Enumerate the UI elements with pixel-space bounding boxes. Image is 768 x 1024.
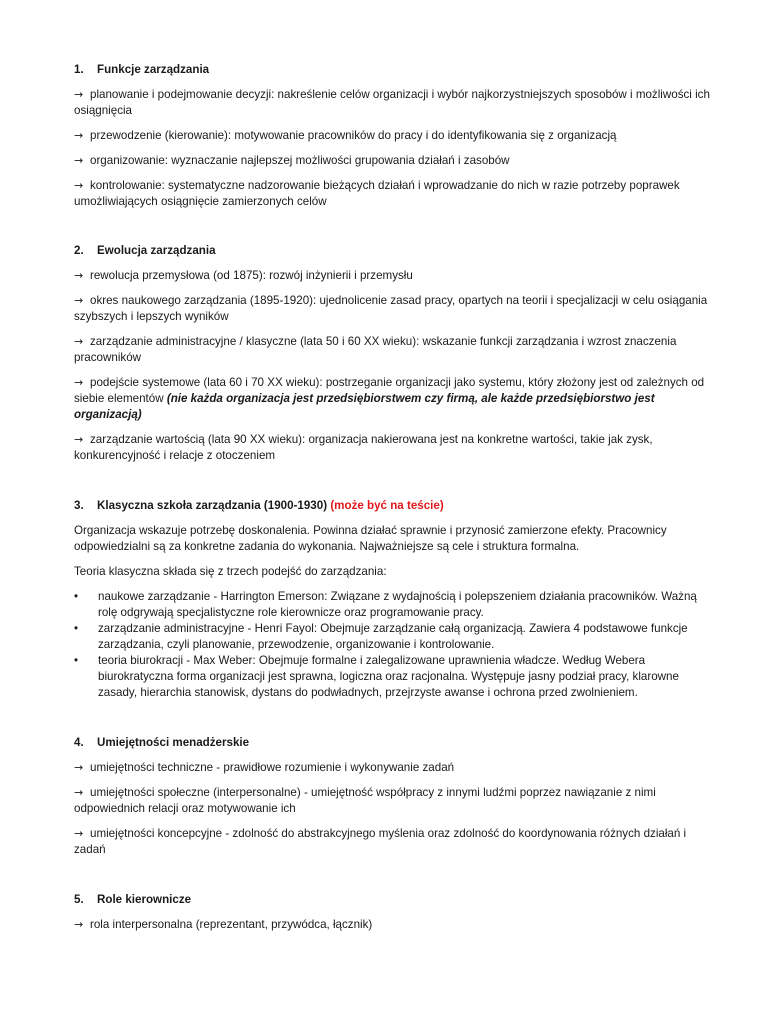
- bullet-icon: •: [74, 622, 79, 635]
- section-title: Funkcje zarządzania: [97, 63, 210, 76]
- arrow-icon: →: [74, 269, 84, 282]
- list-item: → kontrolowanie: systematyczne nadzorowanie bieżących działań i wprowadzanie do nich w razie potrzeby poprawek umożliwiających osiągnięcie zamierzonych celów: [74, 179, 680, 208]
- section-heading-5: [74, 892, 714, 908]
- section-heading-1: [74, 62, 714, 78]
- arrow-icon: →: [74, 179, 84, 192]
- list-item: → umiejętności koncepcyjne - zdolność do abstrakcyjnego myślenia oraz zdolność do koordynowania różnych działań i zadań: [74, 827, 687, 856]
- list-item: → podejście systemowe (lata 60 i 70 XX wieku): postrzeganie organizacji jako systemu, który złożony jest od zależnych od siebie elementów (nie każda organizacja jest przedsiębiorstwem czy firmą, ale każde przedsiębiorstwo jest organizacją): [74, 376, 705, 421]
- arrow-icon: →: [74, 129, 84, 142]
- section-title: Ewolucja zarządzania: [97, 244, 216, 257]
- section-number: 1.: [74, 63, 84, 76]
- list-item: → zarządzanie wartością (lata 90 XX wieku): organizacja nakierowana jest na konkretne wartości, takie jak zysk, konkurencyjność i relacje z otoczeniem: [74, 433, 653, 462]
- bullet-icon: •: [74, 590, 79, 603]
- list-item: → zarządzanie administracyjne / klasyczne (lata 50 i 60 XX wieku): wskazanie funkcji zarządzania i wzrost znaczenia pracowników: [74, 335, 677, 364]
- emphasis-note: (nie każda organizacja jest przedsiębiorstwem czy firmą, ale każde przedsiębiorstwo jest organizacją): [74, 392, 655, 421]
- section-title: Role kierownicze: [97, 893, 192, 906]
- section-heading-3: [74, 498, 714, 514]
- bullet-item: • teoria biurokracji - Max Weber: Obejmuje formalne i zalegalizowane uprawnienia władcze. Według Webera biurokratyczna forma organizacji jest sprawna, logiczna oraz racjonalna. Występuje jasny podział pracy, klarowne zasady, hierarchia stanowisk, dystans do podwładnych, przejrzyste awanse i ochrona przed zwolnieniem.: [74, 654, 679, 699]
- section-number: 3.: [74, 499, 84, 512]
- bullet-list: [74, 589, 714, 701]
- arrow-icon: →: [74, 376, 84, 389]
- list-item: → umiejętności techniczne - prawidłowe rozumienie i wykonywanie zadań: [74, 761, 455, 774]
- arrow-icon: →: [74, 88, 84, 101]
- list-item: → rola interpersonalna (reprezentant, przywódca, łącznik): [74, 918, 373, 931]
- section-title: Klasyczna szkoła zarządzania (1900-1930): [97, 499, 328, 512]
- section-heading-4: [74, 735, 714, 751]
- arrow-icon: →: [74, 918, 84, 931]
- arrow-icon: →: [74, 294, 84, 307]
- arrow-icon: →: [74, 433, 84, 446]
- bullet-icon: •: [74, 654, 79, 667]
- list-item: → przewodzenie (kierowanie): motywowanie pracowników do pracy i do identyfikowania się z organizacją: [74, 129, 617, 142]
- list-item: → okres naukowego zarządzania (1895-1920): ujednolicenie zasad pracy, opartych na teorii i specjalizacji w celu osiągania szybszych i lepszych wyników: [74, 294, 708, 323]
- section-number: 4.: [74, 736, 84, 749]
- exam-note: (może być na teście): [330, 499, 444, 512]
- arrow-icon: →: [74, 335, 84, 348]
- bullet-item: • zarządzanie administracyjne - Henri Fayol: Obejmuje zarządzanie całą organizacją. Zawiera 4 podstawowe funkcje zarządzania, czyli planowanie, przewodzenie, organizowanie i kontrolowanie.: [74, 622, 688, 651]
- bullet-item: • naukowe zarządzanie - Harrington Emerson: Związane z wydajnością i polepszeniem działania pracowników. Ważną rolę odgrywają specjalistyczne role kierownicze oraz programowanie pracy.: [74, 590, 697, 619]
- section-heading-2: [74, 243, 714, 259]
- paragraph: Organizacja wskazuje potrzebę doskonalenia. Powinna działać sprawnie i przynosić zamierzone efekty. Pracownicy odpowiedzialni są za konkretne zadania do wykonania. Najważniejsze są cele i struktura formalna.: [74, 524, 667, 553]
- list-item: → planowanie i podejmowanie decyzji: nakreślenie celów organizacji i wybór najkorzystniejszych sposobów i możliwości ich osiągnięcia: [74, 88, 710, 117]
- arrow-icon: →: [74, 827, 84, 840]
- document-content: [74, 62, 714, 933]
- list-item: → rewolucja przemysłowa (od 1875): rozwój inżynierii i przemysłu: [74, 269, 413, 282]
- list-item: → umiejętności społeczne (interpersonalne) - umiejętność współpracy z innymi ludźmi poprzez nawiązanie z nimi odpowiednich relacji oraz motywowanie ich: [74, 786, 656, 815]
- arrow-icon: →: [74, 761, 84, 774]
- section-title: Umiejętności menadżerskie: [97, 736, 250, 749]
- section-number: 5.: [74, 893, 84, 906]
- list-item: → organizowanie: wyznaczanie najlepszej możliwości grupowania działań i zasobów: [74, 154, 510, 167]
- arrow-icon: →: [74, 154, 84, 167]
- paragraph: Teoria klasyczna składa się z trzech podejść do zarządzania:: [74, 565, 387, 578]
- arrow-icon: →: [74, 786, 84, 799]
- section-number: 2.: [74, 244, 84, 257]
